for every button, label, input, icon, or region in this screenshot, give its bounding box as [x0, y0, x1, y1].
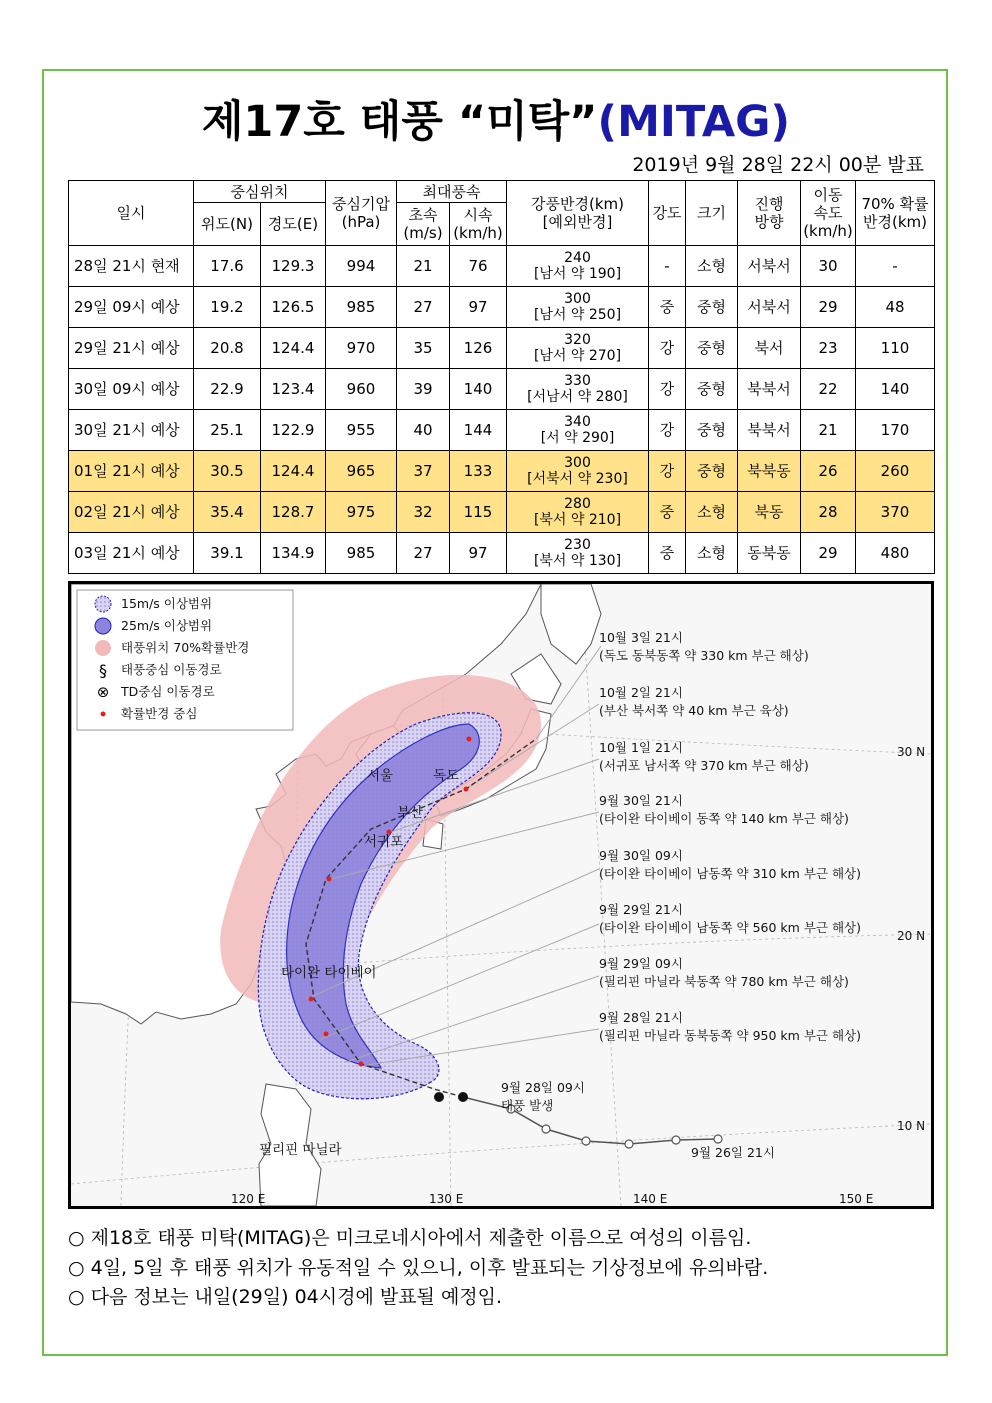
cell-speed: 23 — [801, 328, 856, 369]
annotation-desc: (서귀포 남서쪽 약 370 km 부근 해상) — [599, 758, 809, 773]
annotation-time: 9월 29일 21시 — [599, 902, 683, 917]
forecast-map — [68, 581, 934, 1209]
cell-prob-radius: 48 — [856, 287, 935, 328]
lat-label: 30 N — [897, 745, 926, 759]
cell-speed: 22 — [801, 369, 856, 410]
annotation-desc: (타이완 타이베이 남동쪽 약 560 km 부근 해상) — [599, 920, 861, 935]
legend-wind25-swatch — [95, 618, 111, 634]
header-pressure: 중심기압 (hPa) — [326, 181, 397, 246]
cell-direction: 북서 — [738, 328, 801, 369]
cell-radius: 300 [남서 약 250] — [507, 287, 649, 328]
cell-direction: 북북서 — [738, 410, 801, 451]
cell-lat: 20.8 — [194, 328, 261, 369]
cell-lon: 134.9 — [261, 533, 326, 574]
cell-pressure: 955 — [326, 410, 397, 451]
cell-pressure: 970 — [326, 328, 397, 369]
cell-datetime: 30일 09시 예상 — [69, 369, 194, 410]
cell-lon: 122.9 — [261, 410, 326, 451]
header-radius: 강풍반경(km) [예외반경] — [507, 181, 649, 246]
cell-datetime: 28일 21시 현재 — [69, 246, 194, 287]
td-symbol-icon: ⊗ — [96, 683, 110, 701]
prob-center-icon — [101, 712, 106, 717]
table-row — [69, 246, 935, 287]
cell-radius: 280 [북서 약 210] — [507, 492, 649, 533]
annotation-desc: (필리핀 마닐라 동북동쪽 약 950 km 부근 해상) — [599, 1028, 861, 1043]
cell-pressure: 985 — [326, 533, 397, 574]
cell-size: 중형 — [686, 369, 738, 410]
cell-radius: 340 [서 약 290] — [507, 410, 649, 451]
cell-wind-kmh: 133 — [450, 451, 507, 492]
typhoon-symbol-icon: § — [99, 661, 107, 680]
current-position-icon — [434, 1092, 444, 1102]
header-lat: 위도(N) — [194, 203, 261, 246]
header-intensity: 강도 — [649, 181, 686, 246]
cell-radius: 300 [서북서 약 230] — [507, 451, 649, 492]
city-busan: 부산 — [397, 805, 424, 821]
cell-intensity: - — [649, 246, 686, 287]
cell-lat: 19.2 — [194, 287, 261, 328]
annotation-desc: (독도 동북동쪽 약 330 km 부근 해상) — [599, 648, 809, 663]
cell-intensity: 중 — [649, 533, 686, 574]
cell-direction: 서북서 — [738, 287, 801, 328]
header-kmh: 시속 (km/h) — [450, 203, 507, 246]
legend — [77, 590, 293, 730]
legend-item-prob-center: 확률반경 중심 — [121, 706, 198, 721]
cell-wind-kmh: 115 — [450, 492, 507, 533]
annotation-desc: (타이완 타이베이 남동쪽 약 310 km 부근 해상) — [599, 866, 861, 881]
cell-prob-radius: 140 — [856, 369, 935, 410]
annotation-time: 9월 29일 09시 — [599, 956, 683, 971]
cell-intensity: 강 — [649, 410, 686, 451]
cell-lat: 17.6 — [194, 246, 261, 287]
header-ms: 초속 (m/s) — [397, 203, 450, 246]
legend-item-wind25: 25m/s 이상범위 — [121, 618, 213, 633]
cell-datetime: 29일 21시 예상 — [69, 328, 194, 369]
start-time: 9월 26일 21시 — [691, 1145, 775, 1160]
city-taipei: 타이완 타이베이 — [281, 965, 377, 981]
forecast-table — [68, 180, 935, 574]
header-size: 크기 — [686, 181, 738, 246]
annotation-time: 10월 2일 21시 — [599, 685, 683, 700]
cell-prob-radius: 480 — [856, 533, 935, 574]
cell-speed: 28 — [801, 492, 856, 533]
legend-item-td-track: TD중심 이동경로 — [121, 684, 215, 699]
cell-lon: 124.4 — [261, 328, 326, 369]
table-row — [69, 410, 935, 451]
cell-pressure: 960 — [326, 369, 397, 410]
lat-label: 20 N — [897, 929, 926, 943]
annotation-time: 9월 30일 09시 — [599, 848, 683, 863]
city-manila: 필리핀 마닐라 — [259, 1142, 342, 1158]
cell-prob-radius: 370 — [856, 492, 935, 533]
cell-size: 중형 — [686, 451, 738, 492]
cell-wind-ms: 27 — [397, 533, 450, 574]
cell-pressure: 994 — [326, 246, 397, 287]
header-center: 중심위치 — [194, 181, 326, 203]
cell-speed: 29 — [801, 287, 856, 328]
table-row — [69, 369, 935, 410]
header-maxwind: 최대풍속 — [397, 181, 507, 203]
cell-speed: 30 — [801, 246, 856, 287]
cell-size: 중형 — [686, 287, 738, 328]
cell-wind-ms: 40 — [397, 410, 450, 451]
cell-lon: 124.4 — [261, 451, 326, 492]
annotation-desc: (타이완 타이베이 동쪽 약 140 km 부근 해상) — [599, 811, 849, 826]
cell-wind-ms: 39 — [397, 369, 450, 410]
legend-wind15-swatch — [95, 596, 111, 612]
cell-wind-kmh: 144 — [450, 410, 507, 451]
cell-intensity: 강 — [649, 369, 686, 410]
cell-wind-ms: 32 — [397, 492, 450, 533]
header-datetime: 일시 — [69, 181, 194, 246]
header-speed: 이동 속도 (km/h) — [801, 181, 856, 246]
note-line: ○ 제18호 태풍 미탁(MITAG)은 미크로네시아에서 제출한 이름으로 여성의 이름임. — [68, 1227, 752, 1249]
cell-direction: 북북동 — [738, 451, 801, 492]
lon-label: 120 E — [231, 1192, 266, 1206]
annotation-desc: (부산 북서쪽 약 40 km 부근 육상) — [599, 703, 789, 718]
cell-wind-ms: 21 — [397, 246, 450, 287]
cell-wind-kmh: 97 — [450, 533, 507, 574]
cell-size: 중형 — [686, 410, 738, 451]
city-dokdo: 독도 — [433, 768, 460, 784]
header-lon: 경도(E) — [261, 203, 326, 246]
cell-datetime: 29일 09시 예상 — [69, 287, 194, 328]
cell-pressure: 975 — [326, 492, 397, 533]
annotation-time: 9월 30일 21시 — [599, 793, 683, 808]
cell-datetime: 30일 21시 예상 — [69, 410, 194, 451]
cell-speed: 29 — [801, 533, 856, 574]
legend-item-track: 태풍중심 이동경로 — [121, 662, 222, 677]
cell-wind-kmh: 140 — [450, 369, 507, 410]
cell-wind-kmh: 126 — [450, 328, 507, 369]
annotation-time: 10월 3일 21시 — [599, 630, 683, 645]
note-line: ○ 4일, 5일 후 태풍 위치가 유동적일 수 있으니, 이후 발표되는 기상정보에 유의바람. — [68, 1256, 769, 1279]
cell-radius: 240 [남서 약 190] — [507, 246, 649, 287]
cell-wind-kmh: 76 — [450, 246, 507, 287]
cell-intensity: 강 — [649, 451, 686, 492]
legend-item-wind15: 15m/s 이상범위 — [121, 596, 213, 611]
cell-intensity: 강 — [649, 328, 686, 369]
annotation-time: 10월 1일 21시 — [599, 740, 683, 755]
cell-lat: 35.4 — [194, 492, 261, 533]
table-row — [69, 492, 935, 533]
cell-lon: 123.4 — [261, 369, 326, 410]
cell-lon: 126.5 — [261, 287, 326, 328]
table-row — [69, 287, 935, 328]
annotation-time: 9월 28일 21시 — [599, 1010, 683, 1025]
table-row — [69, 328, 935, 369]
cell-direction: 서북서 — [738, 246, 801, 287]
genesis-time: 9월 28일 09시 — [501, 1080, 585, 1095]
city-seogwipo: 서귀포 — [364, 834, 404, 850]
table-row — [69, 533, 935, 574]
cell-prob-radius: 170 — [856, 410, 935, 451]
cell-intensity: 중 — [649, 287, 686, 328]
legend-item-prob: 태풍위치 70%확률반경 — [121, 640, 250, 655]
typhoon-center-icon — [458, 1092, 468, 1102]
cell-wind-ms: 35 — [397, 328, 450, 369]
cell-datetime: 01일 21시 예상 — [69, 451, 194, 492]
cell-wind-kmh: 97 — [450, 287, 507, 328]
lon-label: 140 E — [633, 1192, 668, 1206]
page-title — [0, 88, 992, 149]
cell-radius: 230 [북서 약 130] — [507, 533, 649, 574]
header-direction: 진행 방향 — [738, 181, 801, 246]
cell-speed: 21 — [801, 410, 856, 451]
cell-prob-radius: 260 — [856, 451, 935, 492]
cell-wind-ms: 37 — [397, 451, 450, 492]
cell-prob-radius: - — [856, 246, 935, 287]
cell-intensity: 중 — [649, 492, 686, 533]
cell-prob-radius: 110 — [856, 328, 935, 369]
cell-size: 소형 — [686, 533, 738, 574]
cell-wind-ms: 27 — [397, 287, 450, 328]
cell-lon: 128.7 — [261, 492, 326, 533]
cell-direction: 동북동 — [738, 533, 801, 574]
note-line: ○ 다음 정보는 내일(29일) 04시경에 발표될 예정임. — [68, 1286, 503, 1308]
annotation-desc: (필리핀 마닐라 북동쪽 약 780 km 부근 해상) — [599, 974, 849, 989]
cell-size: 중형 — [686, 328, 738, 369]
cell-direction: 북동 — [738, 492, 801, 533]
city-seoul: 서울 — [367, 768, 394, 784]
lon-label: 150 E — [839, 1192, 874, 1206]
cell-direction: 북북서 — [738, 369, 801, 410]
cell-radius: 330 [서남서 약 280] — [507, 369, 649, 410]
cell-lon: 129.3 — [261, 246, 326, 287]
cell-size: 소형 — [686, 492, 738, 533]
cell-size: 소형 — [686, 246, 738, 287]
title-english: (MITAG) — [597, 97, 791, 147]
table-body — [69, 246, 935, 574]
table-row — [69, 451, 935, 492]
legend-prob-swatch — [95, 640, 111, 656]
header-prob-radius: 70% 확률 반경(km) — [856, 181, 935, 246]
cell-lat: 22.9 — [194, 369, 261, 410]
lat-label: 10 N — [897, 1119, 926, 1133]
notes — [68, 1224, 948, 1313]
cell-lat: 39.1 — [194, 533, 261, 574]
cell-datetime: 02일 21시 예상 — [69, 492, 194, 533]
cell-pressure: 965 — [326, 451, 397, 492]
lon-label: 130 E — [429, 1192, 464, 1206]
cell-lat: 30.5 — [194, 451, 261, 492]
genesis-desc: 태풍 발생 — [501, 1098, 554, 1113]
cell-radius: 320 [남서 약 270] — [507, 328, 649, 369]
cell-datetime: 03일 21시 예상 — [69, 533, 194, 574]
map-svg — [71, 584, 931, 1206]
issued-time: 2019년 9월 28일 22시 00분 발표 — [632, 154, 924, 176]
title-korean: 제17호 태풍 “미탁” — [201, 97, 598, 147]
cell-speed: 26 — [801, 451, 856, 492]
cell-pressure: 985 — [326, 287, 397, 328]
cell-lat: 25.1 — [194, 410, 261, 451]
